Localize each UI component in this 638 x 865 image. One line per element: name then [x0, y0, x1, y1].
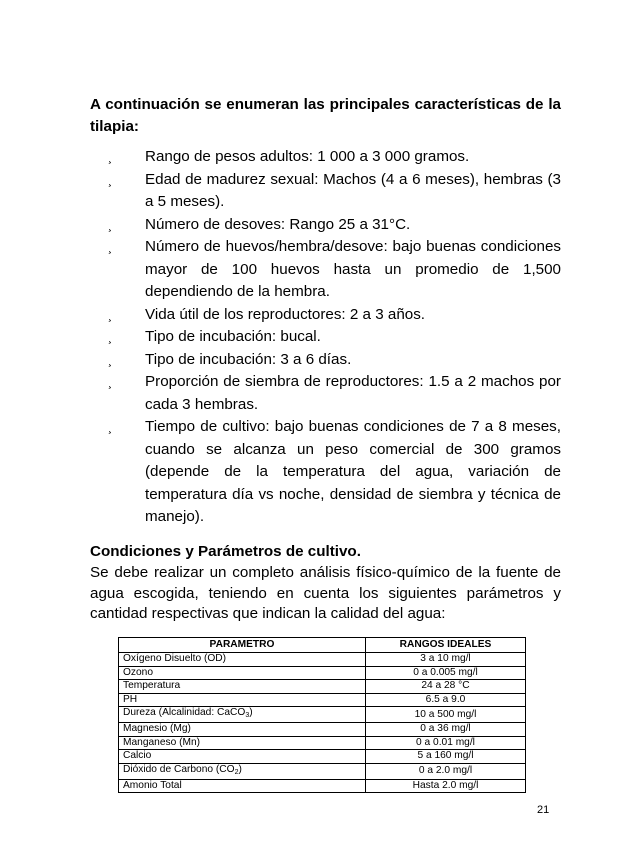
table-header-row	[119, 638, 526, 653]
range-cell: 5 a 160 mg/l	[366, 750, 526, 764]
parameter-text: Dióxido de Carbono (CO	[123, 763, 235, 775]
parameter-text-end: )	[249, 707, 253, 718]
range-cell: 6.5 a 9.0	[366, 693, 526, 707]
table-row	[119, 680, 526, 694]
list-item	[108, 146, 561, 169]
list-item	[108, 371, 561, 416]
range-cell: 10 a 500 mg/l	[366, 707, 526, 723]
parameter-cell: Manganeso (Mn)	[119, 736, 366, 750]
parameter-text-end: )	[238, 763, 242, 775]
bullet-icon: ¸	[108, 330, 112, 344]
parameter-cell: Ozono	[119, 666, 366, 680]
list-item	[108, 214, 561, 237]
column-header-ranges: RANGOS IDEALES	[366, 638, 526, 653]
parameter-cell: Oxígeno Disuelto (OD)	[119, 653, 366, 667]
range-cell: Hasta 2.0 mg/l	[366, 779, 526, 793]
range-cell: 0 a 36 mg/l	[366, 723, 526, 737]
parameter-cell: Amonio Total	[119, 779, 366, 793]
range-cell: 24 a 28 °C	[366, 680, 526, 694]
parameter-subscript: 2	[234, 768, 239, 776]
list-item	[108, 416, 561, 529]
list-item-text: Edad de madurez sexual: Machos (4 a 6 meses), hembras (3 a 5 meses).	[145, 170, 561, 210]
list-item	[108, 304, 561, 327]
bullet-icon: ¸	[108, 217, 112, 232]
list-item-text: Tiempo de cultivo: bajo buenas condiciones de 7 a 8 meses, cuando se alcanza un peso comercial de 300 gramos (depende de la temperatura del agua, variación de temperatura día vs noche, densidad de siembra y técnica de manejo).	[145, 418, 561, 525]
bullet-icon: ¸	[108, 150, 112, 164]
column-header-parameter: PARAMETRO	[119, 638, 366, 653]
table-row	[119, 653, 526, 667]
table-row	[119, 779, 526, 793]
page-number: 21	[537, 804, 550, 816]
parameter-cell	[119, 707, 366, 723]
list-item-text: Vida útil de los reproductores: 2 a 3 años.	[145, 305, 426, 323]
parameter-cell: Magnesio (Mg)	[119, 723, 366, 737]
range-cell: 0 a 0.005 mg/l	[366, 666, 526, 680]
table-row	[119, 723, 526, 737]
bullet-icon: ¸	[108, 375, 112, 389]
table-row	[119, 750, 526, 764]
parameter-cell	[119, 763, 366, 779]
bullet-icon: ¸	[108, 172, 112, 187]
bullet-icon: ¸	[108, 307, 112, 322]
parameter-text: Dureza (Alcalinidad: CaCO	[123, 707, 246, 718]
table-row	[119, 736, 526, 750]
table-row	[119, 707, 526, 723]
table-row	[119, 693, 526, 707]
water-parameters-table	[118, 637, 526, 793]
parameter-cell: PH	[119, 693, 366, 707]
list-item-text: Proporción de siembra de reproductores: 1.5 a 2 machos por cada 3 hembras.	[145, 373, 561, 413]
list-item-text: Rango de pesos adultos: 1 000 a 3 000 gramos.	[145, 148, 470, 165]
parameter-cell: Calcio	[119, 750, 366, 764]
range-cell: 3 a 10 mg/l	[366, 653, 526, 667]
range-cell: 0 a 0.01 mg/l	[366, 736, 526, 750]
characteristics-list	[108, 146, 561, 529]
table-row	[119, 666, 526, 680]
bullet-icon: ¸	[108, 352, 112, 367]
list-item	[108, 169, 561, 214]
list-item-text: Tipo de incubación: bucal.	[145, 328, 321, 345]
table-row	[119, 763, 526, 779]
list-item	[108, 236, 561, 304]
bullet-icon: ¸	[108, 420, 112, 434]
list-item-text: Tipo de incubación: 3 a 6 días.	[145, 350, 352, 368]
list-item-text: Número de huevos/hembra/desove: bajo buenas condiciones mayor de 100 huevos hasta un promedio de 1,500 dependiendo de la hembra.	[145, 238, 561, 300]
list-item	[108, 326, 561, 349]
list-item-text: Número de desoves: Rango 25 a 31°C.	[145, 215, 411, 233]
intro-heading: A continuación se enumeran las principales características de la tilapia:	[90, 96, 561, 135]
range-cell: 0 a 2.0 mg/l	[366, 763, 526, 779]
list-item	[108, 349, 561, 372]
bullet-icon: ¸	[108, 240, 112, 254]
section-title: Condiciones y Parámetros de cultivo.	[90, 543, 361, 560]
parameter-subscript: 3	[245, 712, 250, 719]
parameter-cell: Temperatura	[119, 680, 366, 694]
section-paragraph: Se debe realizar un completo análisis físico-químico de la fuente de agua escogida, teniendo en cuenta los siguientes parámetros y cantidad respectivas que indican la calidad del agua:	[90, 564, 561, 622]
